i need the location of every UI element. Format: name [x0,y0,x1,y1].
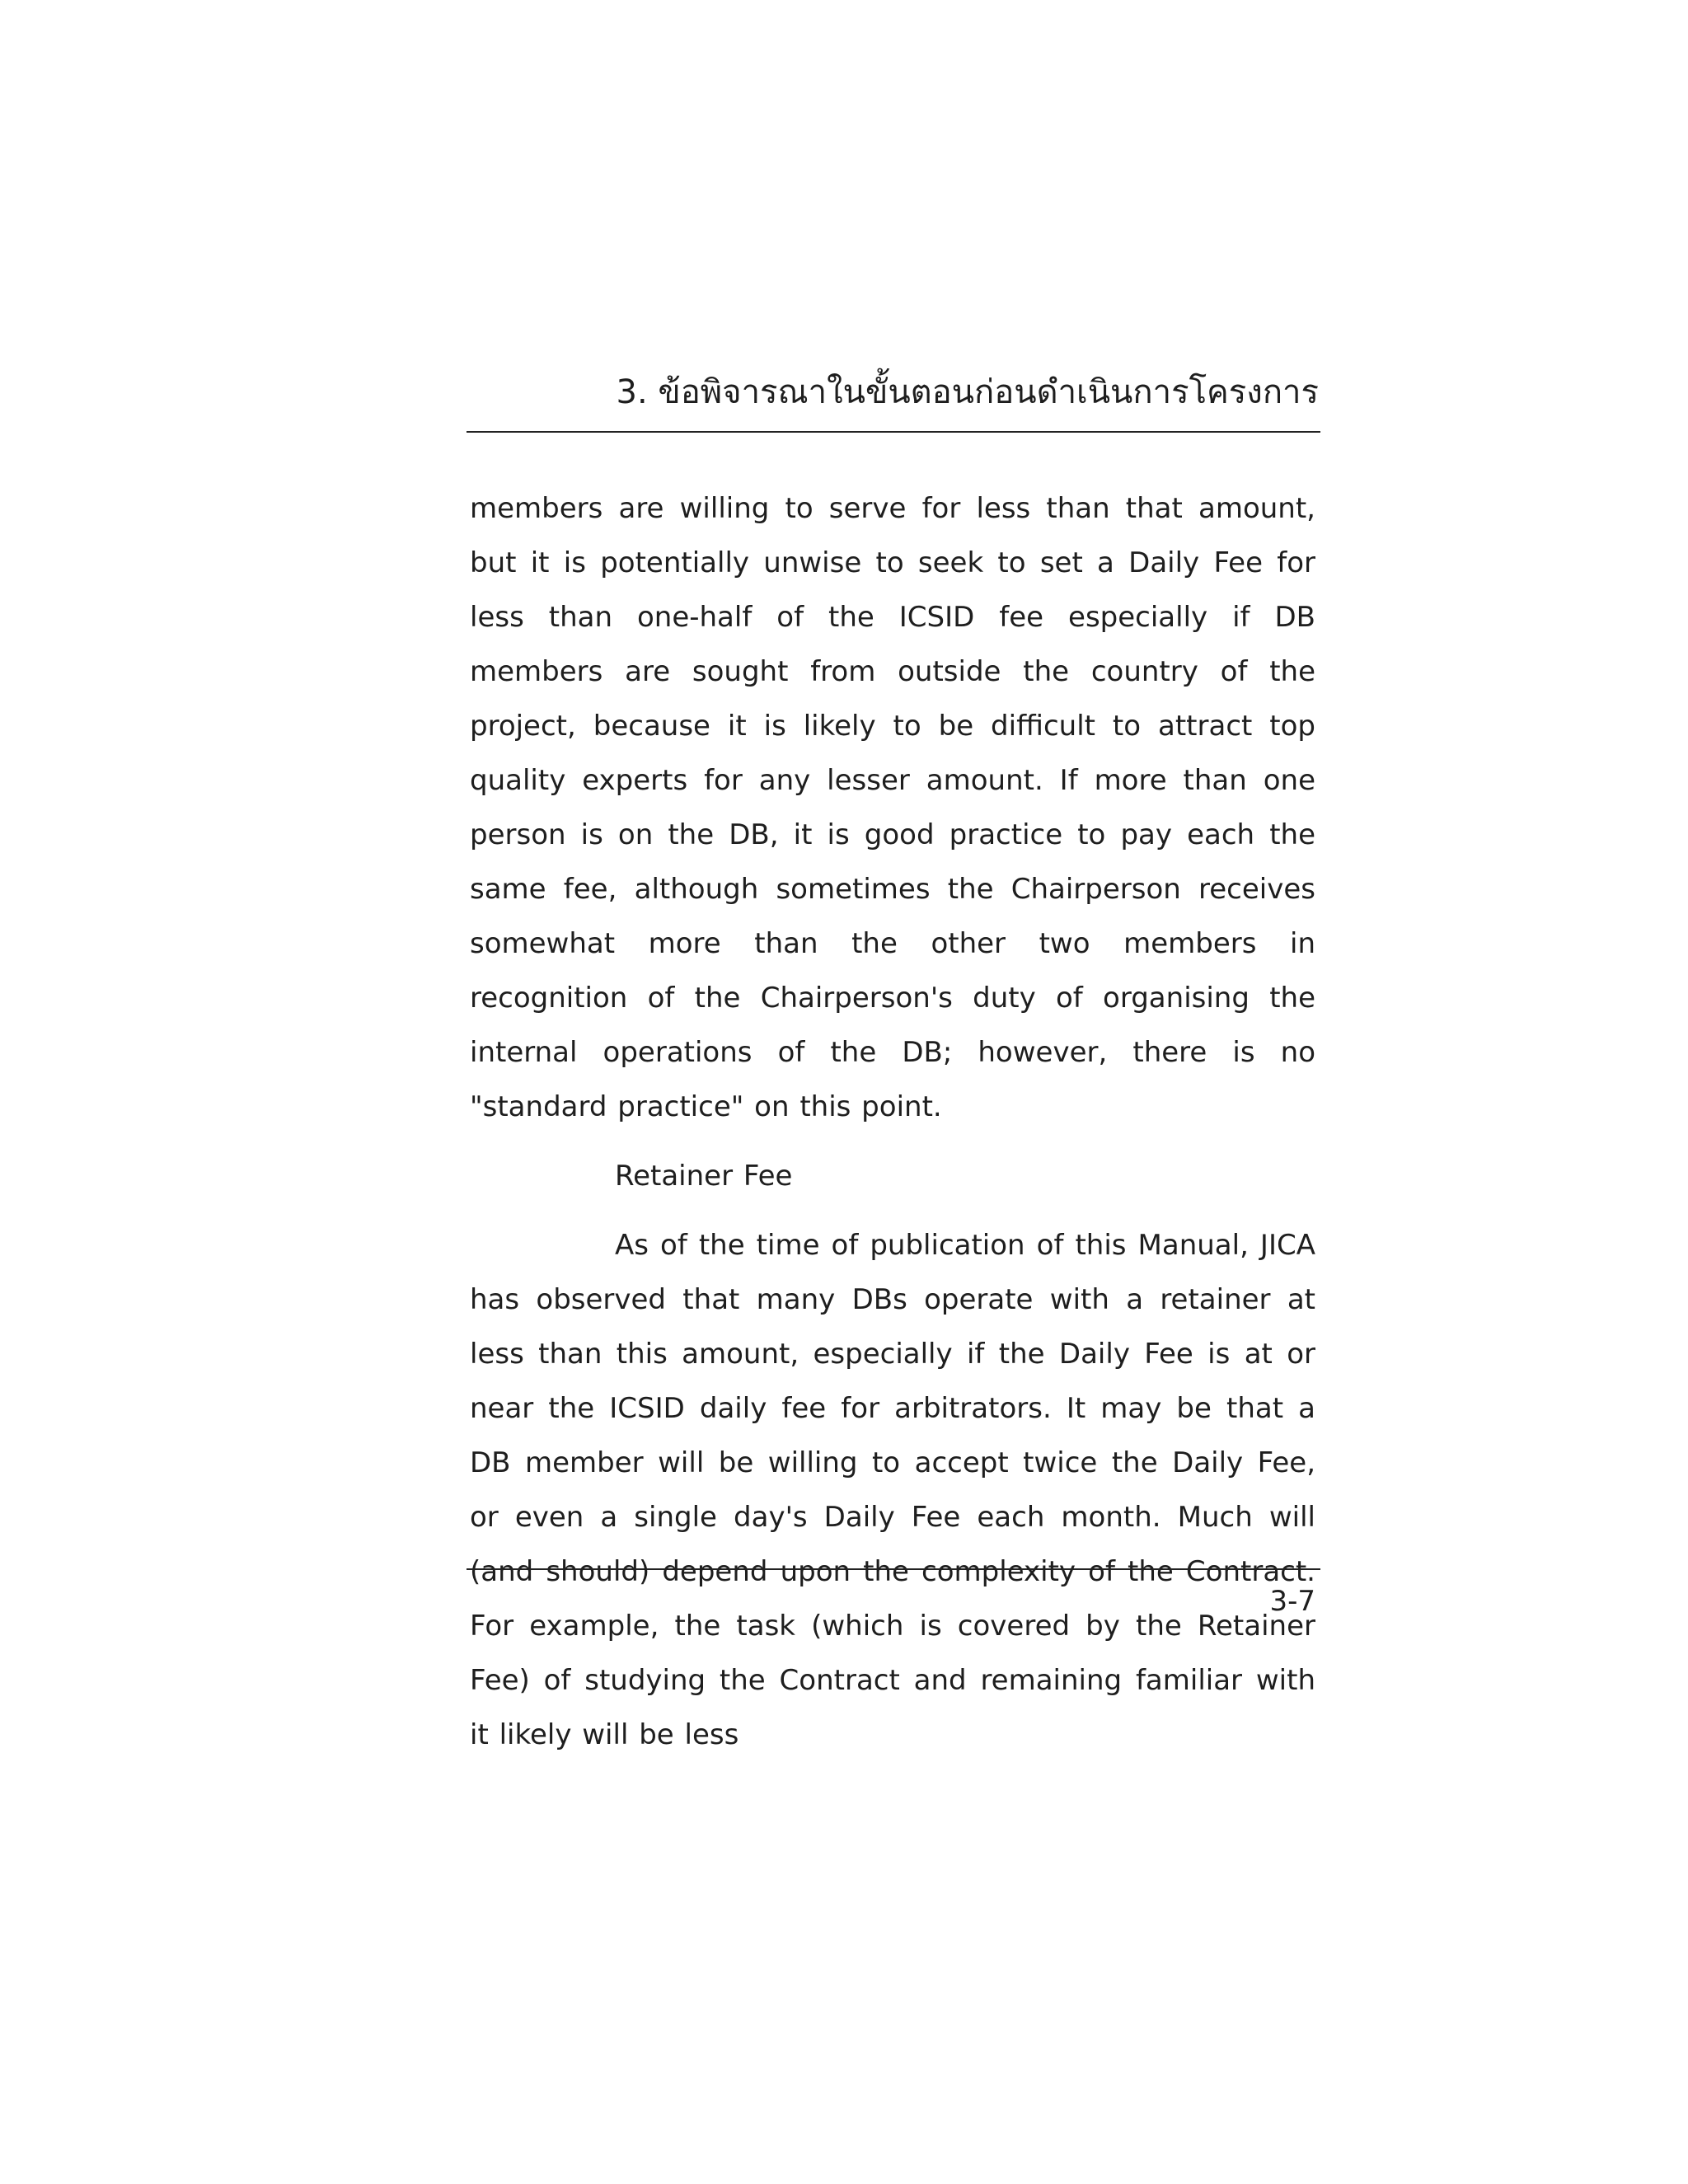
section-heading-retainer-fee: Retainer Fee [615,1160,793,1193]
footer-rule [467,1568,1320,1570]
page-number: 3-7 [1269,1585,1315,1618]
paragraph-daily-fee: members are willing to serve for less than that amount, but it is potentially unwise to seek to set a Daily Fee for less than one-half of the ICSID fee especially if DB members are sought from outside the country of the project, because it is likely to be difficult to attract top quality experts for any lesser amount. If more than one person is on the DB, it is good practice to pay each the same fee, although sometimes the Chairperson receives somewhat more than the other two members in recognition of the Chairperson's duty of organising the internal operations of the DB; however, there is no "standard practice" on this point. [470,492,1315,1123]
chapter-title: 3. ข้อพิจารณาในขั้นตอนก่อนดำเนินการโครงการ [616,373,1319,411]
header-rule [467,431,1320,433]
paragraph-retainer-fee: As of the time of publication of this Manual, JICA has observed that many DBs operate with a retainer at less than this amount, especially if the Daily Fee is at or near the ICSID daily fee for arbitrators. It may be that a DB member will be willing to accept twice the Daily Fee, or even a single day's Daily Fee each month. Much will (and should) depend upon the complexity of the Contract. For example, the task (which is covered by the Retainer Fee) of studying the Contract and remaining familiar with it likely will be less [470,1229,1315,1751]
